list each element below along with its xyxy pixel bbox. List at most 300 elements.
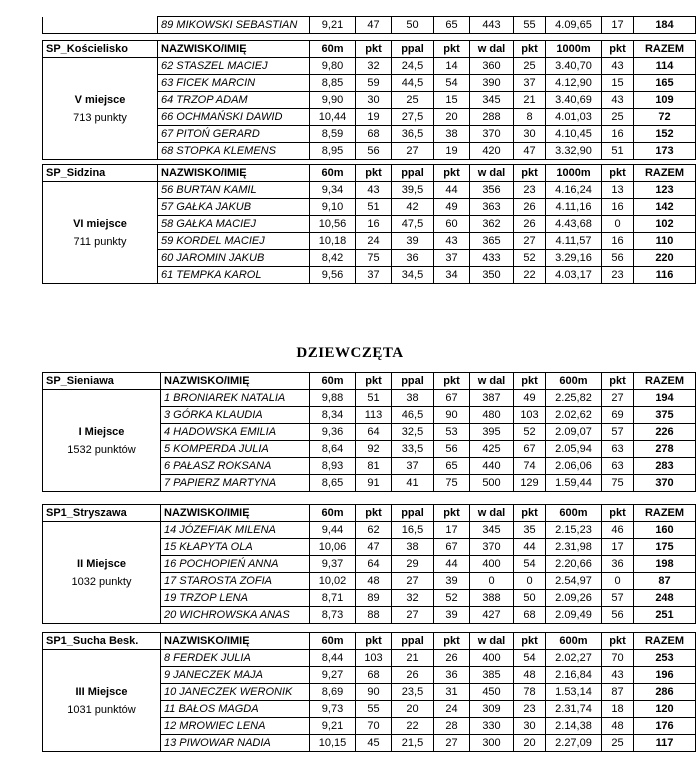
points-run: 25 [602,109,634,126]
team-table-koscielisko [42,40,696,160]
total-points: 117 [634,735,696,752]
total-points: 109 [634,92,696,109]
points-jump: 52 [514,250,546,267]
ball-throw: 27,5 [392,109,434,126]
team-table-sucha-beskidzka [42,632,696,752]
time-run: 4.09,65 [546,17,602,34]
header-pkt-jump: pkt [514,373,546,390]
header-name: NAZWISKO/IMIĘ [161,633,310,650]
time-run: 4.16,24 [546,182,602,199]
header-60m: 60m [310,633,356,650]
team-points: 1031 punktów [67,703,136,716]
time-60m: 10,44 [310,109,356,126]
athlete-name: 60 JAROMIN JAKUB [158,250,310,267]
header-name: NAZWISKO/IMIĘ [158,41,310,58]
ball-throw: 47,5 [392,216,434,233]
ball-throw: 27 [392,573,434,590]
total-points: 220 [634,250,696,267]
total-points: 120 [634,701,696,718]
long-jump: 433 [470,250,514,267]
points-ball: 17 [434,522,470,539]
points-run: 63 [602,458,634,475]
athlete-name: 19 TRZOP LENA [161,590,310,607]
time-run: 4.03,17 [546,267,602,284]
long-jump: 400 [470,556,514,573]
header-ppal: ppal [392,505,434,522]
points-60m: 45 [356,735,392,752]
points-jump: 23 [514,182,546,199]
team-points: 1032 punkty [71,575,132,588]
ball-throw: 27 [392,607,434,624]
athlete-name: 14 JÓZEFIAK MILENA [161,522,310,539]
points-60m: 62 [356,522,392,539]
time-60m: 8,59 [310,126,356,143]
points-run: 16 [602,199,634,216]
time-run: 2.25,82 [546,390,602,407]
points-jump: 22 [514,267,546,284]
header-row [43,165,696,182]
school-name: SP1_Sucha Besk. [43,633,161,650]
total-points: 286 [634,684,696,701]
total-points: 253 [634,650,696,667]
long-jump: 387 [470,390,514,407]
time-run: 4.11,16 [546,199,602,216]
athlete-name: 11 BAŁOS MAGDA [161,701,310,718]
header-ppal: ppal [392,373,434,390]
points-jump: 54 [514,556,546,573]
time-run: 4.10,45 [546,126,602,143]
ball-throw: 41 [392,475,434,492]
points-jump: 30 [514,718,546,735]
header-long-jump: w dal [470,505,514,522]
points-ball: 15 [434,92,470,109]
header-pkt-ppal: pkt [434,633,470,650]
long-jump: 400 [470,650,514,667]
athlete-name: 4 HADOWSKA EMILIA [161,424,310,441]
time-60m: 9,10 [310,199,356,216]
ball-throw: 32 [392,590,434,607]
header-row [43,373,696,390]
long-jump: 440 [470,458,514,475]
long-jump: 356 [470,182,514,199]
time-run: 3.29,16 [546,250,602,267]
points-run: 0 [602,573,634,590]
points-ball: 44 [434,182,470,199]
header-ppal: ppal [392,41,434,58]
long-jump: 330 [470,718,514,735]
points-ball: 54 [434,75,470,92]
time-60m: 8,93 [310,458,356,475]
athlete-name: 13 PIWOWAR NADIA [161,735,310,752]
points-run: 16 [602,126,634,143]
time-60m: 8,85 [310,75,356,92]
total-points: 278 [634,441,696,458]
ball-throw: 34,5 [392,267,434,284]
points-jump: 25 [514,58,546,75]
long-jump: 500 [470,475,514,492]
time-60m: 9,90 [310,92,356,109]
points-60m: 59 [356,75,392,92]
points-60m: 68 [356,667,392,684]
points-run: 46 [602,522,634,539]
table-row [43,650,696,667]
header-total: RAZEM [634,41,696,58]
athlete-name: 62 STASZEL MACIEJ [158,58,310,75]
points-run: 23 [602,267,634,284]
long-jump: 420 [470,143,514,160]
points-run: 75 [602,475,634,492]
time-60m: 9,73 [310,701,356,718]
ball-throw: 36 [392,250,434,267]
points-run: 63 [602,441,634,458]
header-name: NAZWISKO/IMIĘ [158,165,310,182]
school-name: SP_Sidzina [43,165,158,182]
time-60m: 8,65 [310,475,356,492]
long-jump: 363 [470,199,514,216]
header-row [43,41,696,58]
total-points: 72 [634,109,696,126]
time-60m: 8,73 [310,607,356,624]
total-points: 248 [634,590,696,607]
long-jump: 288 [470,109,514,126]
time-60m: 9,80 [310,58,356,75]
total-points: 116 [634,267,696,284]
header-total: RAZEM [634,165,696,182]
athlete-name: 3 GÓRKA KLAUDIA [161,407,310,424]
points-60m: 51 [356,390,392,407]
points-run: 15 [602,75,634,92]
header-60m: 60m [310,373,356,390]
long-jump: 370 [470,126,514,143]
header-long-jump: w dal [470,165,514,182]
ball-throw: 36,5 [392,126,434,143]
header-total: RAZEM [634,633,696,650]
points-jump: 52 [514,424,546,441]
points-run: 43 [602,667,634,684]
points-60m: 56 [356,143,392,160]
points-jump: 67 [514,441,546,458]
points-ball: 24 [434,701,470,718]
points-run: 25 [602,735,634,752]
points-ball: 14 [434,58,470,75]
points-jump: 26 [514,199,546,216]
ball-throw: 21 [392,650,434,667]
time-60m: 10,18 [310,233,356,250]
time-60m: 8,34 [310,407,356,424]
header-total: RAZEM [634,373,696,390]
time-run: 2.09,07 [546,424,602,441]
ball-throw: 22 [392,718,434,735]
points-jump: 26 [514,216,546,233]
header-pkt-ppal: pkt [434,165,470,182]
time-run: 2.02,62 [546,407,602,424]
points-run: 36 [602,556,634,573]
points-60m: 70 [356,718,392,735]
points-ball: 56 [434,441,470,458]
header-run: 1000m [546,41,602,58]
header-60m: 60m [310,165,356,182]
table-row [43,17,696,34]
total-points: 283 [634,458,696,475]
points-run: 0 [602,216,634,233]
points-jump: 129 [514,475,546,492]
points-jump: 78 [514,684,546,701]
ball-throw: 23,5 [392,684,434,701]
time-run: 1.59,44 [546,475,602,492]
header-pkt-60m: pkt [356,373,392,390]
header-pkt-60m: pkt [356,633,392,650]
points-run: 27 [602,390,634,407]
athlete-name: 7 PAPIERZ MARTYNA [161,475,310,492]
points-jump: 37 [514,75,546,92]
points-ball: 75 [434,475,470,492]
header-pkt-60m: pkt [356,165,392,182]
points-ball: 26 [434,650,470,667]
total-points: 142 [634,199,696,216]
team-placement [43,650,161,752]
points-jump: 35 [514,522,546,539]
points-jump: 44 [514,539,546,556]
points-60m: 30 [356,92,392,109]
athlete-name: 12 MROWIEC LENA [161,718,310,735]
results-table-fragment [42,16,696,34]
points-jump: 49 [514,390,546,407]
points-run: 57 [602,590,634,607]
long-jump: 300 [470,735,514,752]
points-run: 51 [602,143,634,160]
ball-throw: 24,5 [392,58,434,75]
points-run: 69 [602,407,634,424]
ball-throw: 29 [392,556,434,573]
athlete-name: 89 MIKOWSKI SEBASTIAN [158,17,310,34]
time-run: 2.06,06 [546,458,602,475]
ball-throw: 37 [392,458,434,475]
total-points: 196 [634,667,696,684]
points-run: 17 [602,17,634,34]
points-jump: 27 [514,233,546,250]
points-60m: 89 [356,590,392,607]
header-pkt-ppal: pkt [434,373,470,390]
points-jump: 21 [514,92,546,109]
header-name: NAZWISKO/IMIĘ [161,505,310,522]
points-run: 70 [602,650,634,667]
points-60m: 92 [356,441,392,458]
points-60m: 88 [356,607,392,624]
time-run: 2.31,98 [546,539,602,556]
long-jump: 345 [470,522,514,539]
points-ball: 39 [434,573,470,590]
total-points: 198 [634,556,696,573]
school-cell-empty [43,17,158,34]
time-run: 2.20,66 [546,556,602,573]
time-60m: 8,42 [310,250,356,267]
time-60m: 8,69 [310,684,356,701]
time-run: 2.31,74 [546,701,602,718]
long-jump: 385 [470,667,514,684]
team-table-stryszawa [42,504,696,624]
athlete-name: 64 TRZOP ADAM [158,92,310,109]
total-points: 110 [634,233,696,250]
total-points: 375 [634,407,696,424]
time-run: 4.11,57 [546,233,602,250]
team-table-sieniawa [42,372,696,492]
points-60m: 103 [356,650,392,667]
time-run: 4.43,68 [546,216,602,233]
total-points: 173 [634,143,696,160]
points-jump: 48 [514,667,546,684]
time-60m: 8,64 [310,441,356,458]
time-60m: 8,44 [310,650,356,667]
ball-throw: 16,5 [392,522,434,539]
points-ball: 37 [434,250,470,267]
athlete-name: 16 POCHOPIEŃ ANNA [161,556,310,573]
section-title-girls: DZIEWCZĘTA [296,345,404,361]
header-run: 600m [546,633,602,650]
team-placement [43,522,161,624]
points-60m: 75 [356,250,392,267]
points-run: 18 [602,701,634,718]
points-jump: 0 [514,573,546,590]
athlete-name: 66 OCHMAŃSKI DAWID [158,109,310,126]
header-row [43,505,696,522]
place-label: I Miejsce [78,425,125,438]
time-60m: 9,44 [310,522,356,539]
time-60m: 9,37 [310,556,356,573]
time-60m: 9,21 [310,17,356,34]
points-run: 13 [602,182,634,199]
time-60m: 9,36 [310,424,356,441]
athlete-name: 56 BURTAN KAMIL [158,182,310,199]
ball-throw: 39 [392,233,434,250]
points-jump: 54 [514,650,546,667]
team-placement [43,58,158,160]
header-pkt-jump: pkt [514,633,546,650]
points-ball: 67 [434,539,470,556]
time-60m: 10,56 [310,216,356,233]
time-run: 3.40,69 [546,92,602,109]
header-pkt-60m: pkt [356,41,392,58]
header-row [43,633,696,650]
total-points: 165 [634,75,696,92]
total-points: 226 [634,424,696,441]
points-jump: 103 [514,407,546,424]
athlete-name: 58 GAŁKA MACIEJ [158,216,310,233]
points-ball: 27 [434,735,470,752]
long-jump: 390 [470,75,514,92]
time-run: 1.53,14 [546,684,602,701]
long-jump: 480 [470,407,514,424]
time-60m: 8,95 [310,143,356,160]
total-points: 87 [634,573,696,590]
long-jump: 345 [470,92,514,109]
points-jump: 55 [514,17,546,34]
header-total: RAZEM [634,505,696,522]
athlete-name: 10 JANECZEK WERONIK [161,684,310,701]
points-60m: 91 [356,475,392,492]
ball-throw: 27 [392,143,434,160]
total-points: 114 [634,58,696,75]
long-jump: 395 [470,424,514,441]
ball-throw: 38 [392,390,434,407]
points-60m: 90 [356,684,392,701]
points-ball: 90 [434,407,470,424]
team-table-sidzina [42,164,696,284]
points-60m: 47 [356,17,392,34]
points-run: 16 [602,233,634,250]
time-run: 4.01,03 [546,109,602,126]
long-jump: 360 [470,58,514,75]
time-run: 3.32,90 [546,143,602,160]
total-points: 370 [634,475,696,492]
athlete-name: 20 WICHROWSKA ANAS [161,607,310,624]
place-label: II Miejsce [77,557,126,570]
long-jump: 350 [470,267,514,284]
long-jump: 388 [470,590,514,607]
ball-throw: 32,5 [392,424,434,441]
long-jump: 370 [470,539,514,556]
points-jump: 8 [514,109,546,126]
ball-throw: 50 [392,17,434,34]
points-ball: 39 [434,607,470,624]
header-long-jump: w dal [470,633,514,650]
points-ball: 31 [434,684,470,701]
total-points: 160 [634,522,696,539]
ball-throw: 39,5 [392,182,434,199]
time-run: 2.09,49 [546,607,602,624]
points-run: 48 [602,718,634,735]
table-row [43,58,696,75]
total-points: 251 [634,607,696,624]
athlete-name: 1 BRONIAREK NATALIA [161,390,310,407]
time-60m: 10,02 [310,573,356,590]
points-60m: 43 [356,182,392,199]
long-jump: 450 [470,684,514,701]
points-60m: 32 [356,58,392,75]
total-points: 102 [634,216,696,233]
long-jump: 362 [470,216,514,233]
table-row [43,522,696,539]
header-name: NAZWISKO/IMIĘ [161,373,310,390]
time-60m: 9,56 [310,267,356,284]
points-ball: 65 [434,17,470,34]
athlete-name: 57 GAŁKA JAKUB [158,199,310,216]
athlete-name: 67 PITOŃ GERARD [158,126,310,143]
ball-throw: 46,5 [392,407,434,424]
athlete-name: 9 JANECZEK MAJA [161,667,310,684]
time-run: 3.40,70 [546,58,602,75]
athlete-name: 17 STAROSTA ZOFIA [161,573,310,590]
header-pkt-run: pkt [602,41,634,58]
team-placement [43,182,158,284]
points-ball: 38 [434,126,470,143]
long-jump: 443 [470,17,514,34]
points-jump: 74 [514,458,546,475]
athlete-name: 61 TEMPKA KAROL [158,267,310,284]
points-ball: 53 [434,424,470,441]
time-60m: 9,88 [310,390,356,407]
school-name: SP_Sieniawa [43,373,161,390]
points-60m: 16 [356,216,392,233]
points-60m: 51 [356,199,392,216]
ball-throw: 33,5 [392,441,434,458]
time-60m: 9,34 [310,182,356,199]
time-run: 2.02,27 [546,650,602,667]
points-60m: 19 [356,109,392,126]
points-ball: 44 [434,556,470,573]
points-60m: 81 [356,458,392,475]
points-ball: 34 [434,267,470,284]
points-jump: 50 [514,590,546,607]
